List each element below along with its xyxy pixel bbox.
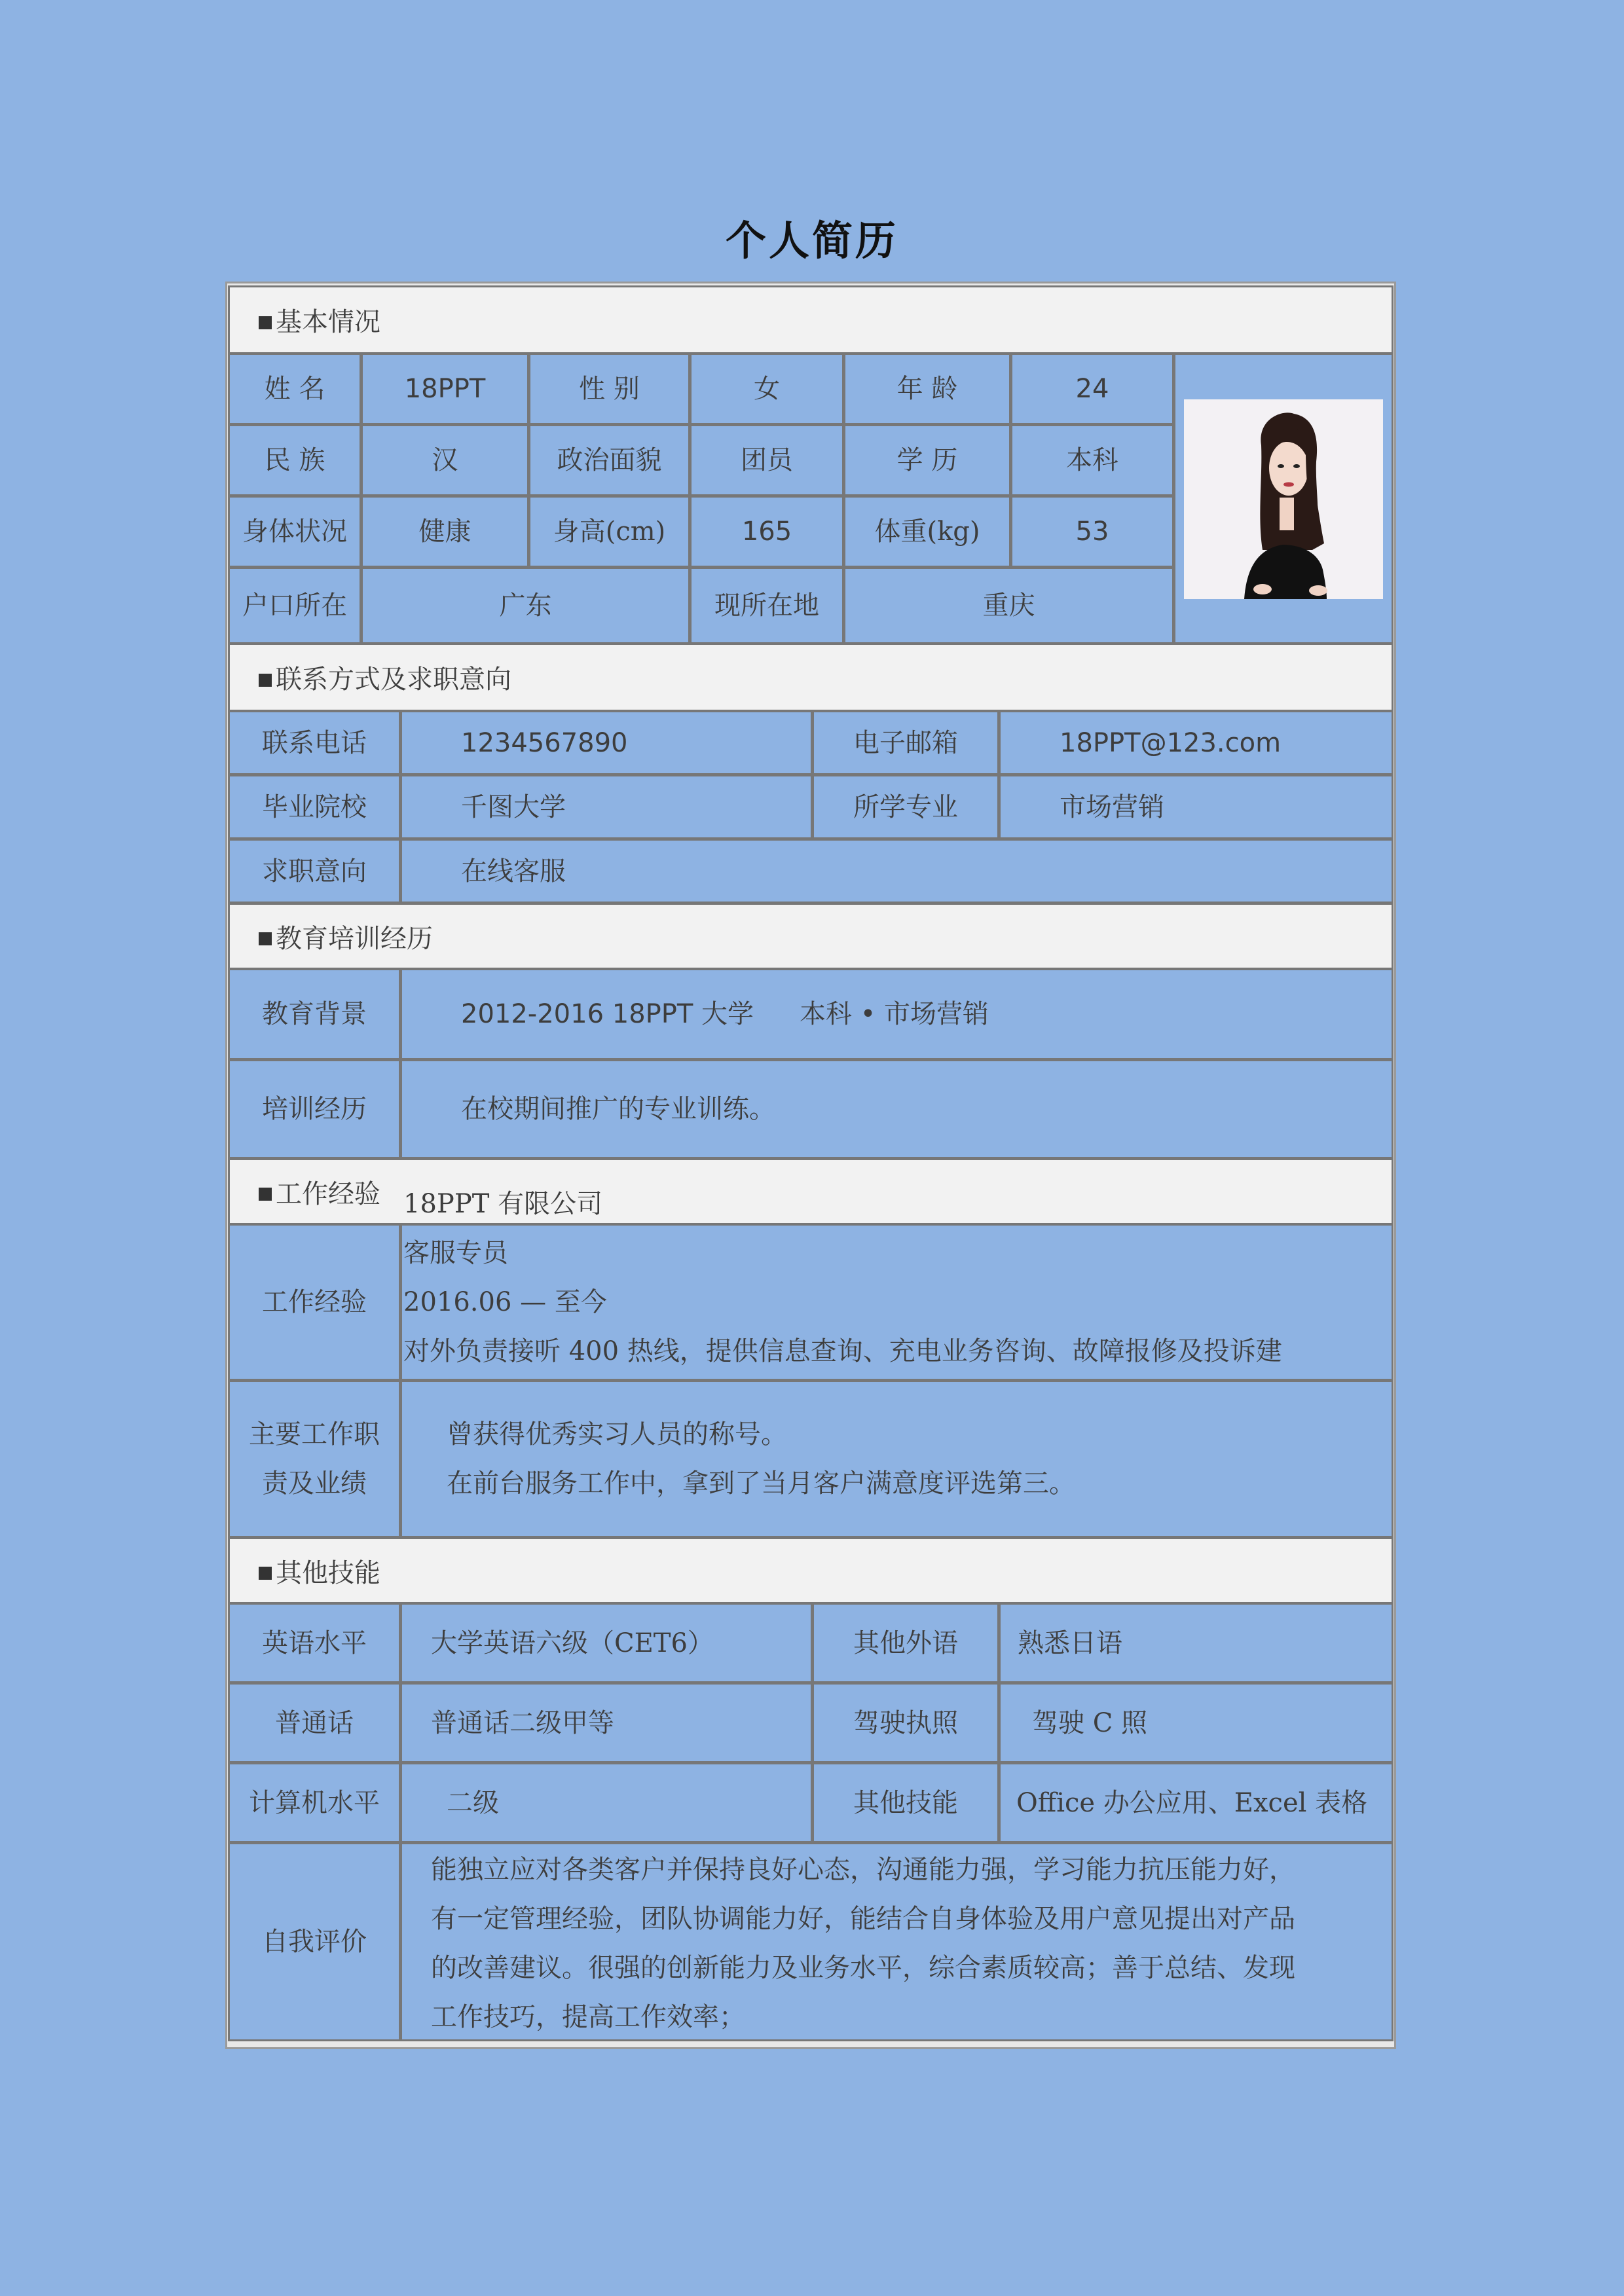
achievement-item: 在前台服务工作中，拿到了当月客户满意度评选第三。 (447, 1468, 1075, 1499)
section-label: 工作经验 (276, 1178, 380, 1209)
achievements-label-line-2: 责及业绩 (262, 1468, 367, 1499)
name-value: 18PPT (361, 353, 529, 425)
training-label: 培训经历 (228, 1059, 401, 1159)
education-label: 学 历 (843, 424, 1011, 496)
section-education-header (228, 903, 1393, 970)
other-skill-value: Office 办公应用、Excel 表格 (999, 1762, 1393, 1843)
experience-value (400, 1188, 1393, 1381)
section-label: 其他技能 (276, 1558, 380, 1588)
self-eval-value (400, 1842, 1393, 2041)
achievements-label (228, 1380, 401, 1538)
bullet-square-icon (259, 1188, 272, 1201)
experience-line-1 (403, 1180, 1282, 1327)
section-label: 联系方式及求职意向 (276, 665, 511, 695)
school-label: 毕业院校 (228, 774, 401, 839)
ethnicity-value: 汉 (361, 424, 529, 496)
major-value: 市场营销 (999, 774, 1393, 839)
english-value: 大学英语六级（CET6） (400, 1603, 813, 1683)
edu-years: 2012-2016 18PPT 大学 (461, 999, 754, 1029)
age-label: 年 龄 (843, 353, 1011, 425)
experience-label: 工作经验 (228, 1224, 401, 1381)
foreign-label: 其他外语 (812, 1603, 999, 1683)
school-value: 千图大学 (400, 774, 813, 839)
self-eval-line: 有一定管理经验，团队协调能力好，能结合自身体验及用户意见提出对产品 (431, 1904, 1295, 1934)
edu-background-value (400, 968, 1393, 1060)
gender-label: 性 别 (528, 353, 690, 425)
email-value: 18PPT@123.com (999, 710, 1393, 775)
weight-label: 体重(kg) (843, 496, 1011, 568)
section-basic-header (228, 285, 1393, 354)
major-label: 所学专业 (812, 774, 999, 839)
hukou-value: 广东 (361, 567, 690, 644)
achievement-item: 曾获得优秀实习人员的称号。 (447, 1419, 787, 1449)
computer-value: 二级 (400, 1762, 813, 1843)
work-period: 2016.06 — 至今 (403, 1286, 607, 1317)
self-eval-line: 的改善建议。很强的创新能力及业务水平，综合素质较高；善于总结、发现 (431, 1953, 1295, 1983)
weight-value: 53 (1010, 496, 1174, 568)
license-value: 驾驶 C 照 (999, 1683, 1393, 1763)
achievements-value (400, 1380, 1393, 1538)
age-value: 24 (1010, 353, 1174, 425)
bullet-square-icon (259, 932, 272, 945)
phone-value: 1234567890 (400, 710, 813, 775)
intent-label: 求职意向 (228, 839, 401, 903)
edu-degree: 本科 • 市场营销 (800, 999, 989, 1029)
hukou-label: 户口所在 (228, 567, 361, 644)
page-title: 个人简历 (725, 217, 898, 264)
name-label: 姓 名 (228, 353, 361, 425)
bullet-square-icon (259, 1567, 272, 1580)
self-eval-label: 自我评价 (228, 1842, 401, 2041)
company-name: 18PPT 有限公司 (403, 1188, 603, 1219)
experience-line-2: 对外负责接听 400 热线，提供信息查询、充电业务咨询、故障报修及投诉建 (403, 1336, 1282, 1366)
job-position: 客服专员 (403, 1237, 508, 1268)
english-label: 英语水平 (228, 1603, 401, 1683)
height-label: 身高(cm) (528, 496, 690, 568)
email-label: 电子邮箱 (812, 710, 999, 775)
other-skill-label: 其他技能 (812, 1762, 999, 1843)
edu-background-label: 教育背景 (228, 968, 401, 1060)
license-label: 驾驶执照 (812, 1683, 999, 1763)
section-label: 基本情况 (276, 307, 380, 337)
training-value: 在校期间推广的专业训练。 (400, 1059, 1393, 1159)
health-value: 健康 (361, 496, 529, 568)
achievements-label-line-1: 主要工作职 (249, 1419, 380, 1449)
section-label: 教育培训经历 (276, 923, 433, 954)
bullet-square-icon (259, 674, 272, 687)
residence-value: 重庆 (843, 567, 1174, 644)
section-contact-header (228, 643, 1393, 712)
section-skills-header (228, 1537, 1393, 1604)
intent-value: 在线客服 (400, 839, 1393, 903)
mandarin-label: 普通话 (228, 1683, 401, 1763)
height-value: 165 (690, 496, 844, 568)
education-value: 本科 (1010, 424, 1174, 496)
gender-value: 女 (690, 353, 844, 425)
ethnicity-label: 民 族 (228, 424, 361, 496)
foreign-value: 熟悉日语 (999, 1603, 1393, 1683)
self-eval-line: 工作技巧，提高工作效率； (431, 2002, 745, 2032)
self-eval-line: 能独立应对各类客户并保持良好心态，沟通能力强，学习能力抗压能力好， (431, 1855, 1295, 1885)
bullet-square-icon (259, 316, 272, 329)
political-label: 政治面貌 (528, 424, 690, 496)
profile-photo (1184, 399, 1383, 599)
residence-label: 现所在地 (690, 567, 844, 644)
political-value: 团员 (690, 424, 844, 496)
phone-label: 联系电话 (228, 710, 401, 775)
computer-label: 计算机水平 (228, 1762, 401, 1843)
mandarin-value: 普通话二级甲等 (400, 1683, 813, 1763)
health-label: 身体状况 (228, 496, 361, 568)
